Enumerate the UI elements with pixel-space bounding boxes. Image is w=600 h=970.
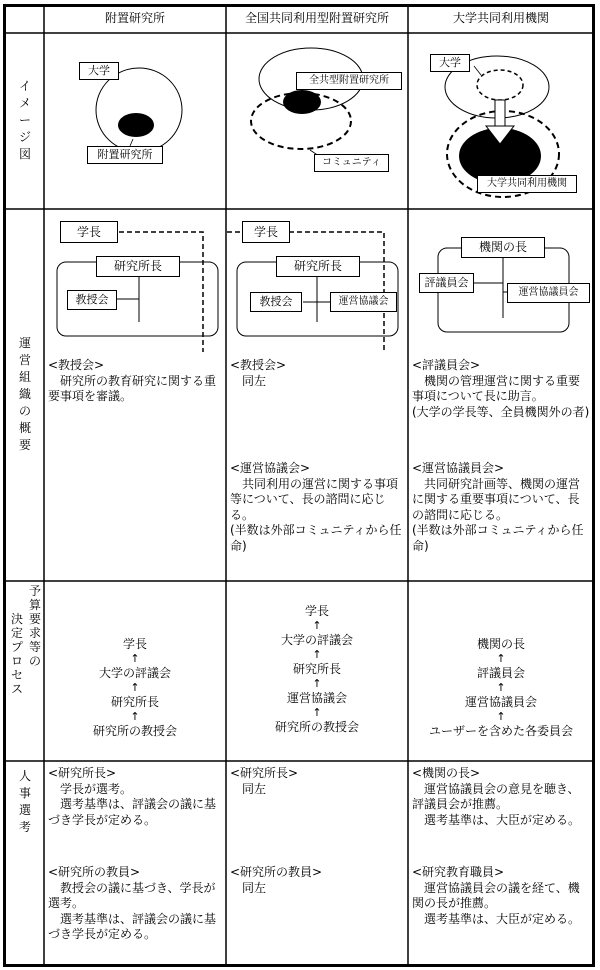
budget-step: 学長: [304, 604, 329, 618]
org-desc2-col2: <運営協議会> 共同利用の運営に関する事項等について、長の諮問に応じる。 (半数は外部コミュニティから任命): [230, 461, 402, 553]
label-university-col1: 大学: [79, 62, 119, 80]
up-arrow-icon: ↑: [312, 706, 322, 719]
row-label-personnel: 人 事 選 考: [18, 769, 31, 834]
org-president-col2: 学長: [242, 221, 290, 243]
budget-step: 運営協議員会: [464, 695, 537, 709]
label-community-col2: コミュニティ: [314, 154, 389, 172]
label-institute-col1: 附置研究所: [87, 146, 163, 164]
up-arrow-icon: ↑: [130, 681, 140, 694]
budget-step: 研究所長: [110, 695, 159, 709]
up-arrow-icon: ↑: [130, 652, 140, 665]
budget-step: 機関の長: [476, 637, 525, 651]
budget-step: 研究所長: [292, 662, 341, 676]
personnel-b-col3: <研究教育職員> 運営協議員会の議を経て、機関の長が推薦。 選考基準は、大臣が定める。: [412, 865, 581, 926]
row-label-budget: 予 算 要 求 等 の 決 定 プ ロ セ ス: [10, 584, 41, 696]
org-head-col3: 機関の長: [461, 237, 545, 258]
budget-step: 研究所の教授会: [92, 724, 177, 738]
org-council-col2: 運営協議会: [330, 292, 397, 312]
president-link-col1: [119, 232, 203, 352]
org-desc-col1: <教授会> 研究所の教育研究に関する重要事項を審議。: [48, 358, 217, 404]
org-desc1-col2: <教授会> 同左: [230, 358, 287, 388]
org-council-col3: 運営協議員会: [507, 283, 590, 303]
budget-step: 運営協議会: [286, 691, 347, 705]
up-arrow-icon: ↑: [130, 710, 140, 723]
org-faculty-col2: 教授会: [250, 292, 302, 312]
org-faculty-col1: 教授会: [67, 290, 117, 310]
org-director-col2: 研究所長: [276, 256, 360, 277]
budget-flow-col2: [226, 603, 408, 735]
budget-step: 学長: [122, 637, 147, 651]
header-col1: 附置研究所: [104, 11, 165, 25]
budget-flow-col3: [408, 636, 594, 739]
org-board-col3: 評議員会: [419, 273, 474, 293]
up-arrow-icon: ↑: [496, 652, 506, 665]
personnel-b-col1: <研究所の教員> 教授会の議に基づき、学長が選考。 選考基準は、評議会の議に基づき学長が定める。: [48, 865, 217, 942]
up-arrow-icon: ↑: [496, 681, 506, 694]
personnel-b-col2: <研究所の教員> 同左: [230, 865, 323, 895]
header-col2: 全国共同利用型附置研究所: [244, 11, 389, 25]
label-institute-col2: 全共型附置研究所: [296, 72, 402, 90]
budget-step: ユーザーを含めた各委員会: [428, 724, 573, 738]
org-desc1-col3: <評議員会> 機関の管理運営に関する重要事項について長に助言。 (大学の学長等、全員機関外の者): [412, 358, 590, 419]
row-label-image: イ メ ー ジ 図: [18, 79, 31, 161]
personnel-a-col1: <研究所長> 学長が選考。 選考基準は、評議会の議に基づき学長が定める。: [48, 766, 217, 827]
org-desc2-col3: <運営協議員会> 共同研究計画等、機関の運営に関する重要事項について、長の諮問に応じる。 (半数は外部コミュニティから任命): [412, 461, 584, 553]
personnel-a-col2: <研究所長> 同左: [230, 766, 299, 796]
up-arrow-icon: ↑: [312, 648, 322, 661]
budget-step: 評議員会: [476, 666, 525, 680]
header-col3: 大学共同利用機関: [452, 11, 549, 25]
org-president-col1: 学長: [60, 221, 118, 243]
up-arrow-icon: ↑: [312, 619, 322, 632]
budget-step: 大学の評議会: [98, 666, 171, 680]
up-arrow-icon: ↑: [312, 677, 322, 690]
row-label-org: 運 営 組 織 の 概 要: [18, 336, 31, 452]
label-institute-col3: 大学共同利用機関: [477, 175, 577, 193]
budget-flow-col1: [44, 636, 226, 739]
org-director-col1: 研究所長: [96, 256, 180, 277]
up-arrow-icon: ↑: [496, 710, 506, 723]
budget-step: 研究所の教授会: [274, 720, 359, 734]
label-university-col3: 大学: [430, 54, 470, 72]
personnel-a-col3: <機関の長> 運営協議員会の意見を聴き、評議員会が推薦。 選考基準は、大臣が定める。: [412, 766, 581, 827]
budget-step: 大学の評議会: [280, 633, 353, 647]
